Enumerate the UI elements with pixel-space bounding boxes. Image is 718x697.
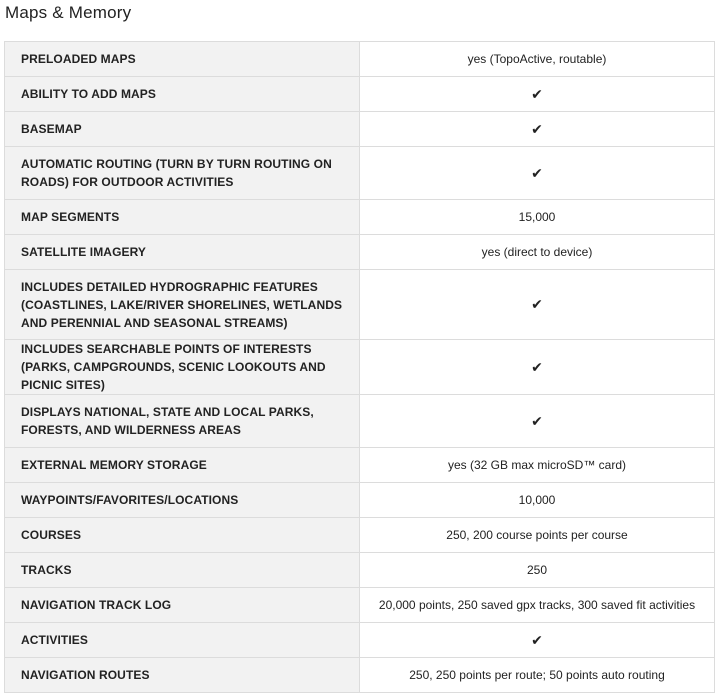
checkmark-icon: ✔ [531,85,543,102]
table-row [5,395,715,448]
spec-label: ABILITY TO ADD MAPS [5,77,360,112]
spec-value: 20,000 points, 250 saved gpx tracks, 300 saved fit activities [360,588,715,623]
spec-label: BASEMAP [5,112,360,147]
checkmark-icon: ✔ [531,358,543,375]
spec-value [360,112,715,147]
checkmark-icon: ✔ [531,412,543,429]
spec-value [360,340,715,395]
spec-label: PRELOADED MAPS [5,42,360,77]
spec-label: NAVIGATION TRACK LOG [5,588,360,623]
table-row [5,518,715,553]
specs-table [4,41,715,693]
table-row [5,588,715,623]
table-row [5,483,715,518]
spec-value: yes (direct to device) [360,235,715,270]
table-row [5,42,715,77]
table-row [5,270,715,340]
table-row [5,112,715,147]
spec-value: yes (32 GB max microSD™ card) [360,448,715,483]
spec-label: DISPLAYS NATIONAL, STATE AND LOCAL PARKS, FORESTS, AND WILDERNESS AREAS [5,395,360,448]
spec-label: INCLUDES SEARCHABLE POINTS OF INTERESTS (PARKS, CAMPGROUNDS, SCENIC LOOKOUTS AND PICNIC SITES) [5,340,360,395]
checkmark-icon: ✔ [531,631,543,648]
spec-label: WAYPOINTS/FAVORITES/LOCATIONS [5,483,360,518]
spec-value: yes (TopoActive, routable) [360,42,715,77]
spec-value: 15,000 [360,200,715,235]
spec-value [360,270,715,340]
spec-value: 250, 200 course points per course [360,518,715,553]
specs-table-body [5,42,715,693]
table-row [5,623,715,658]
spec-label: COURSES [5,518,360,553]
table-row [5,448,715,483]
checkmark-icon: ✔ [531,120,543,137]
table-row [5,658,715,693]
spec-label: MAP SEGMENTS [5,200,360,235]
spec-label: ACTIVITIES [5,623,360,658]
spec-label: INCLUDES DETAILED HYDROGRAPHIC FEATURES (COASTLINES, LAKE/RIVER SHORELINES, WETLANDS AND PERENNIAL AND SEASONAL STREAMS) [5,270,360,340]
spec-value: 10,000 [360,483,715,518]
table-row [5,553,715,588]
table-row [5,235,715,270]
spec-value [360,623,715,658]
spec-value: 250, 250 points per route; 50 points auto routing [360,658,715,693]
spec-value [360,77,715,112]
table-row [5,340,715,395]
spec-value [360,395,715,448]
spec-label: AUTOMATIC ROUTING (TURN BY TURN ROUTING ON ROADS) FOR OUTDOOR ACTIVITIES [5,147,360,200]
table-row [5,200,715,235]
table-row [5,77,715,112]
spec-value: 250 [360,553,715,588]
checkmark-icon: ✔ [531,164,543,181]
table-row [5,147,715,200]
spec-label: EXTERNAL MEMORY STORAGE [5,448,360,483]
spec-label: SATELLITE IMAGERY [5,235,360,270]
spec-label: NAVIGATION ROUTES [5,658,360,693]
spec-value [360,147,715,200]
section-title: Maps & Memory [5,3,132,22]
spec-label: TRACKS [5,553,360,588]
checkmark-icon: ✔ [531,296,543,312]
